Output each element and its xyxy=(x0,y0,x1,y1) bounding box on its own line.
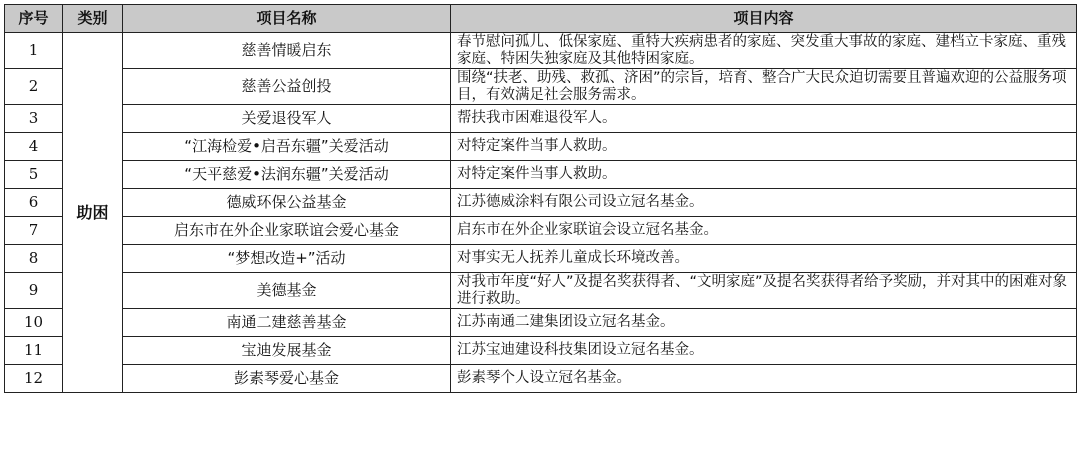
table-row xyxy=(5,217,1077,245)
row-content: 彭素琴个人设立冠名基金。 xyxy=(451,365,1077,393)
header-name: 项目名称 xyxy=(123,5,451,33)
row-name: 美德基金 xyxy=(123,273,451,309)
category-cell: 助困 xyxy=(63,33,123,393)
row-no: 8 xyxy=(5,245,63,273)
row-content: 对我市年度“好人”及提名奖获得者、“文明家庭”及提名奖获得者给予奖励，并对其中的困难对象进行救助。 xyxy=(451,273,1077,309)
row-name: “梦想改造+”活动 xyxy=(123,245,451,273)
row-no: 1 xyxy=(5,33,63,69)
table-row xyxy=(5,189,1077,217)
header-row xyxy=(5,5,1077,33)
table-row xyxy=(5,309,1077,337)
header-no: 序号 xyxy=(5,5,63,33)
row-content: 江苏德威涂料有限公司设立冠名基金。 xyxy=(451,189,1077,217)
row-name: 宝迪发展基金 xyxy=(123,337,451,365)
row-content: 启东市在外企业家联谊会设立冠名基金。 xyxy=(451,217,1077,245)
row-content: 围绕“扶老、助残、救孤、济困”的宗旨，培育、整合广大民众迫切需要且普遍欢迎的公益服务项目，有效满足社会服务需求。 xyxy=(451,69,1077,105)
table-row xyxy=(5,365,1077,393)
row-content: 春节慰问孤儿、低保家庭、重特大疾病患者的家庭、突发重大事故的家庭、建档立卡家庭、重残家庭、特困失独家庭及其他特困家庭。 xyxy=(451,33,1077,69)
row-content: 对特定案件当事人救助。 xyxy=(451,133,1077,161)
row-name: 关爱退役军人 xyxy=(123,105,451,133)
row-no: 11 xyxy=(5,337,63,365)
row-no: 12 xyxy=(5,365,63,393)
table-row xyxy=(5,161,1077,189)
table-row xyxy=(5,33,1077,69)
row-name: 慈善情暖启东 xyxy=(123,33,451,69)
row-no: 4 xyxy=(5,133,63,161)
row-name: “天平慈爱•法润东疆”关爱活动 xyxy=(123,161,451,189)
row-content: 江苏宝迪建设科技集团设立冠名基金。 xyxy=(451,337,1077,365)
table-row xyxy=(5,273,1077,309)
project-table-document xyxy=(4,4,1077,393)
row-name: 南通二建慈善基金 xyxy=(123,309,451,337)
row-no: 10 xyxy=(5,309,63,337)
table-row xyxy=(5,133,1077,161)
row-no: 6 xyxy=(5,189,63,217)
table-row xyxy=(5,105,1077,133)
table-row xyxy=(5,337,1077,365)
row-no: 2 xyxy=(5,69,63,105)
project-table xyxy=(4,4,1077,393)
row-no: 3 xyxy=(5,105,63,133)
row-no: 9 xyxy=(5,273,63,309)
row-content: 江苏南通二建集团设立冠名基金。 xyxy=(451,309,1077,337)
table-row xyxy=(5,245,1077,273)
row-name: 启东市在外企业家联谊会爱心基金 xyxy=(123,217,451,245)
row-name: 德威环保公益基金 xyxy=(123,189,451,217)
row-no: 7 xyxy=(5,217,63,245)
row-no: 5 xyxy=(5,161,63,189)
header-content: 项目内容 xyxy=(451,5,1077,33)
row-name: 慈善公益创投 xyxy=(123,69,451,105)
row-content: 帮扶我市困难退役军人。 xyxy=(451,105,1077,133)
table-row xyxy=(5,69,1077,105)
row-name: “江海检爱•启吾东疆”关爱活动 xyxy=(123,133,451,161)
header-category: 类别 xyxy=(63,5,123,33)
row-name: 彭素琴爱心基金 xyxy=(123,365,451,393)
row-content: 对特定案件当事人救助。 xyxy=(451,161,1077,189)
row-content: 对事实无人抚养儿童成长环境改善。 xyxy=(451,245,1077,273)
